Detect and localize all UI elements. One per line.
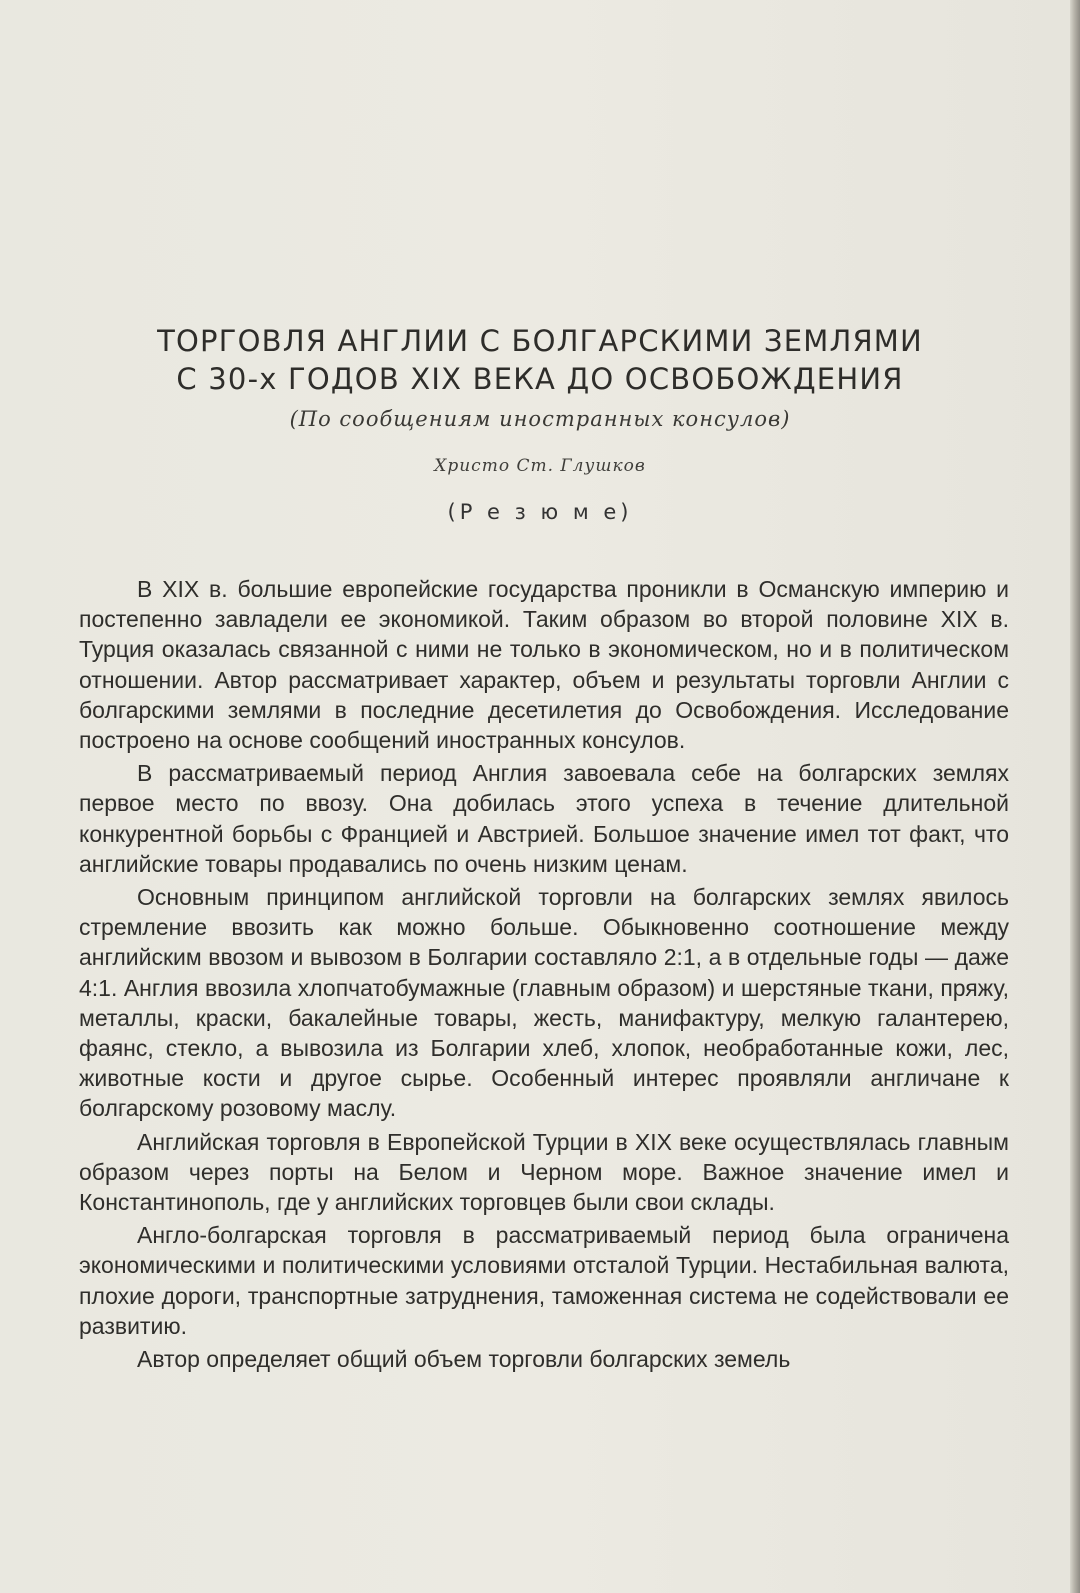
resume-label: (Р е з ю м е): [447, 500, 633, 524]
paragraph-5: Англо-болгарская торговля в рассматриваемый период была ограничена экономическими и политическими условиями отсталой Турции. Нестабильная валюта, плохие дороги, транспортные затруднения, таможенная система не содействовали ее развитию.: [79, 1222, 1009, 1339]
subtitle: (По сообщениям иностранных консулов): [289, 407, 791, 431]
page-edge-shadow: [1070, 0, 1080, 1593]
header-block: [0, 322, 1080, 524]
title-line-1: ТОРГОВЛЯ АНГЛИИ С БОЛГАРСКИМИ ЗЕМЛЯМИ: [157, 324, 923, 358]
paragraph-3: Основным принципом английской торговли на болгарских землях явилось стремление ввозить как можно больше. Обыкновенно соотношение между английским ввозом и вывозом в Болгарии составляло 2:1, а в отдельные годы — даже 4:1. Англия ввозила хлопчатобумажные (главным образом) и шерстяные ткани, пряжу, металлы, краски, бакалейные товары, жесть, манифактуру, мелкую галантерею, фаянс, стекло, а вывозила из Болгарии хлеб, хлопок, необработанные кожи, лес, животные кости и другое сырье. Особенный интерес проявляли англичане к болгарскому розовому маслу.: [79, 884, 1009, 1122]
paragraph-1: В XIX в. большие европейские государства проникли в Османскую империю и постепенно завладели ее экономикой. Таким образом во второй половине XIX в. Турция оказалась связанной с ними не только в экономическом, но и в политическом отношении. Автор рассматривает характер, объем и результаты торговли Англии с болгарскими землями в последние десетилетия до Освобождения. Исследование построено на основе сообщений иностранных консулов.: [79, 576, 1009, 754]
paragraph-4: Английская торговля в Европейской Турции в XIX веке осуществлялась главным образом через порты на Белом и Черном море. Важное значение имел и Константинополь, где у английских торговцев были свои склады.: [79, 1128, 1009, 1216]
author-name: Христо Ст. Глушков: [434, 456, 646, 476]
paragraph-6: Автор определяет общий объем торговли болгарских земель: [137, 1346, 791, 1373]
title-line-2: С 30-х ГОДОВ XIX ВЕКА ДО ОСВОБОЖДЕНИЯ: [176, 362, 904, 396]
paragraph-2: В рассматриваемый период Англия завоевала себе на болгарских землях первое место по ввозу. Она добилась этого успеха в течение длительной конкурентной борьбы с Францией и Австрией. Большое значение имел тот факт, что английские товары продавались по очень низким ценам.: [79, 760, 1009, 877]
body-text: [79, 574, 1009, 1376]
